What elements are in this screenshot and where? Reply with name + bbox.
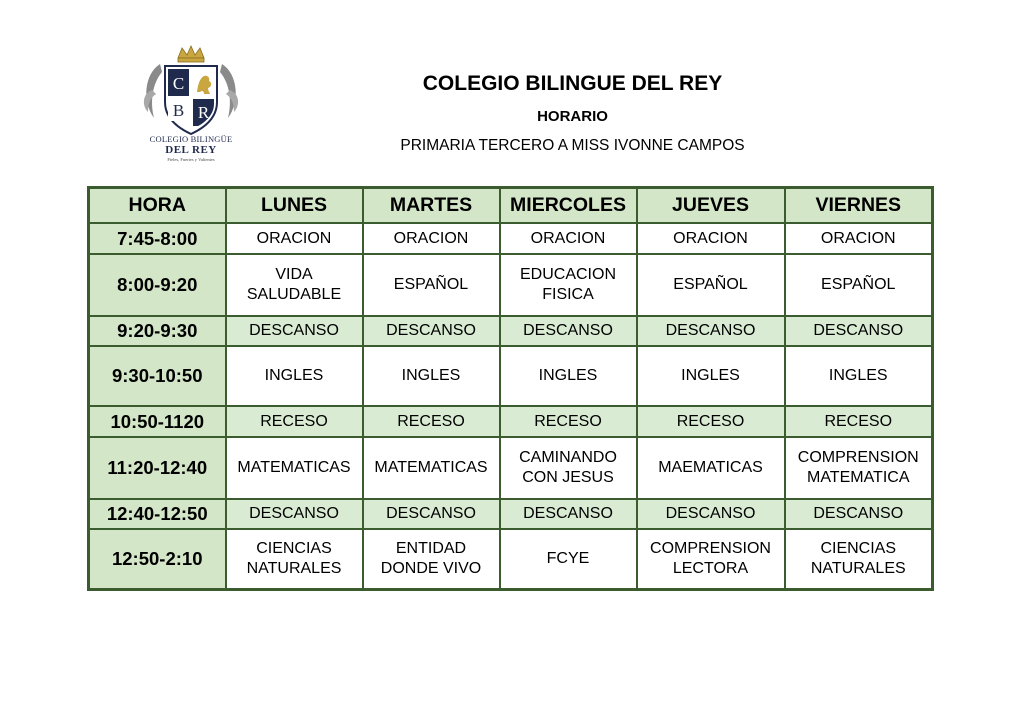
school-title: COLEGIO BILINGUE DEL REY	[422, 72, 723, 95]
subject-cell: DESCANSO	[226, 499, 363, 529]
subject-cell: MAEMATICAS	[637, 437, 785, 499]
subject-cell: CIENCIAS NATURALES	[785, 529, 933, 589]
subject-cell: FCYE	[500, 529, 637, 589]
subject-cell: MATEMATICAS	[363, 437, 500, 499]
subject-cell: ORACION	[637, 223, 785, 254]
schedule-body	[89, 223, 933, 589]
subject-cell: DESCANSO	[637, 499, 785, 529]
subject-cell: DESCANSO	[500, 316, 637, 346]
table-row	[89, 406, 933, 437]
subject-cell: CIENCIAS NATURALES	[226, 529, 363, 589]
time-cell: 8:00-9:20	[89, 254, 226, 316]
subject-cell: COMPRENSION MATEMATICA	[785, 437, 933, 499]
table-row	[89, 529, 933, 589]
time-cell: 9:30-10:50	[89, 346, 226, 406]
logo-line-2: DEL REY	[165, 144, 217, 156]
school-logo	[138, 44, 244, 162]
subject-cell: RECESO	[637, 406, 785, 437]
subject-cell: INGLES	[785, 346, 933, 406]
subject-cell: ORACION	[363, 223, 500, 254]
subject-cell: INGLES	[363, 346, 500, 406]
subject-cell: ESPAÑOL	[785, 254, 933, 316]
time-cell: 12:40-12:50	[89, 499, 226, 529]
table-row	[89, 499, 933, 529]
table-row	[89, 223, 933, 254]
time-cell: 10:50-1120	[89, 406, 226, 437]
subject-cell: INGLES	[226, 346, 363, 406]
subject-cell: RECESO	[500, 406, 637, 437]
svg-text:R: R	[197, 103, 210, 122]
logo-line-1: COLEGIO BILINGÜE	[149, 134, 233, 144]
subject-cell: DESCANSO	[500, 499, 637, 529]
subject-cell: EDUCACION FISICA	[500, 254, 637, 316]
header-martes: MARTES	[363, 188, 500, 224]
subject-cell: DESCANSO	[363, 499, 500, 529]
svg-text:B: B	[172, 101, 185, 120]
time-cell: 7:45-8:00	[89, 223, 226, 254]
header-jueves: JUEVES	[637, 188, 785, 224]
time-cell: 12:50-2:10	[89, 529, 226, 589]
header-viernes: VIERNES	[785, 188, 933, 224]
subject-cell: ENTIDAD DONDE VIVO	[363, 529, 500, 589]
subject-cell: RECESO	[363, 406, 500, 437]
subject-cell: INGLES	[500, 346, 637, 406]
subject-cell: ESPAÑOL	[637, 254, 785, 316]
subject-cell: MATEMATICAS	[226, 437, 363, 499]
crest-icon	[138, 44, 244, 140]
table-row	[89, 346, 933, 406]
subject-cell: ORACION	[226, 223, 363, 254]
subject-cell: DESCANSO	[785, 316, 933, 346]
svg-text:C: C	[172, 74, 185, 93]
header-lunes: LUNES	[226, 188, 363, 224]
subject-cell: INGLES	[637, 346, 785, 406]
subject-cell: ESPAÑOL	[363, 254, 500, 316]
table-row	[89, 316, 933, 346]
subject-cell: DESCANSO	[363, 316, 500, 346]
logo-motto: Fieles, Fuertes y Valientes	[167, 157, 215, 162]
subject-cell: DESCANSO	[637, 316, 785, 346]
subject-cell: DESCANSO	[226, 316, 363, 346]
schedule-table	[87, 186, 934, 591]
document-subtitle: HORARIO	[537, 108, 608, 125]
header-row	[89, 188, 933, 224]
table-row	[89, 254, 933, 316]
subject-cell: ORACION	[500, 223, 637, 254]
time-cell: 11:20-12:40	[89, 437, 226, 499]
subject-cell: RECESO	[226, 406, 363, 437]
subject-cell: COMPRENSION LECTORA	[637, 529, 785, 589]
subject-cell: VIDA SALUDABLE	[226, 254, 363, 316]
subject-cell: RECESO	[785, 406, 933, 437]
time-cell: 9:20-9:30	[89, 316, 226, 346]
subject-cell: CAMINANDO CON JESUS	[500, 437, 637, 499]
class-teacher-line: PRIMARIA TERCERO A MISS IVONNE CAMPOS	[400, 137, 745, 154]
subject-cell: DESCANSO	[785, 499, 933, 529]
subject-cell: ORACION	[785, 223, 933, 254]
table-row	[89, 437, 933, 499]
header-hora: HORA	[89, 188, 226, 224]
header-miercoles: MIERCOLES	[500, 188, 637, 224]
